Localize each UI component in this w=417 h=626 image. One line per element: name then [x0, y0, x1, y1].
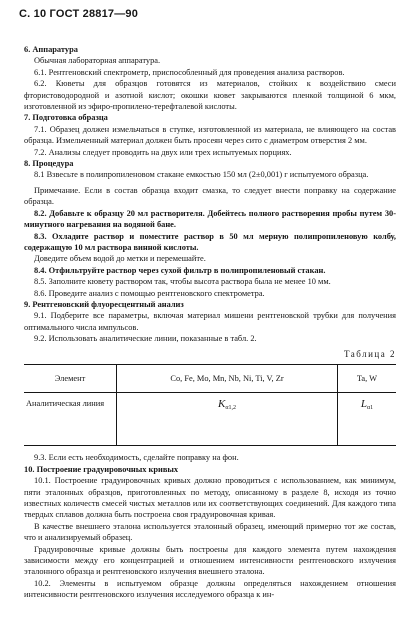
- table-cell-line-k: [117, 393, 338, 446]
- line-symbol: K: [218, 398, 226, 411]
- line-subscript: α1: [366, 405, 374, 412]
- table-cell-line-l: [338, 393, 397, 446]
- table-header-row: [24, 364, 396, 392]
- paragraph-8-3: 8.3. Охладите раствор и поместите раствор в 50 мл мерную полипропиленовую колбу, содержащую 10 мл раствора винной кислоты.: [24, 231, 396, 252]
- paragraph-7-1: 7.1. Образец должен измельчаться в ступке, изготовленной из материала, не влияющего на состав образца. Измельченный материал должен быть просеян через сито с диаметром отверстия 2 мм.: [24, 124, 396, 146]
- table-caption: Таблица 2: [344, 348, 396, 359]
- paragraph-8-3-cont: Доведите объем водой до метки и перемешайте.: [34, 254, 206, 264]
- line-symbol: L: [360, 398, 367, 411]
- paragraph: Градуировочные кривые должны быть построены для каждого элемента путем нахождения зависимости между его концентрацией и отношением интенсивности рентгеновского излучения эталонного образца и рентгеновского излучения внешнего эталона.: [24, 544, 396, 577]
- section-8-title: 8. Процедура: [24, 159, 74, 169]
- table-header: Co, Fe, Mo, Mn, Nb, Ni, Ti, V, Zr: [117, 364, 338, 392]
- document-body: [24, 44, 396, 601]
- table-cell-element: Аналитическая линия: [24, 393, 117, 446]
- section-9-title: 9. Рентгеновский флуоресцентный анализ: [24, 299, 184, 309]
- paragraph-8-6: 8.6. Проведите анализ с помощью рентгеновского спектрометра.: [34, 288, 265, 298]
- page-header: С. 10 ГОСТ 28817—90: [19, 8, 139, 20]
- paragraph-9-2: 9.2. Использовать аналитические линии, показанные в табл. 2.: [34, 334, 257, 344]
- paragraph-7-2: 7.2. Анализы следует проводить на двух или трех испытуемых порциях.: [34, 147, 292, 157]
- paragraph-6-2: 6.2. Кюветы для образцов готовятся из материалов, стойких к воздействию смеси фтористоводородной и азотной кислот; окошки кювет закрываются пленкой толщиной 6 мкм, изготовленной из эфиро-пропилено-терефталевой кислоты.: [24, 79, 396, 112]
- table-header: Ta, W: [338, 364, 397, 392]
- section-7-title: 7. Подготовка образца: [24, 113, 108, 123]
- section-6-title: 6. Аппаратура: [24, 45, 78, 54]
- paragraph: Обычная лабораторная аппаратура.: [34, 56, 161, 66]
- paragraph-10-2: 10.2. Элементы в испытуемом образце должны определяться нахождением отношения интенсивности рентгеновского излучения исследуемого образца к ин-: [24, 578, 396, 600]
- paragraph-10-1: 10.1. Построение градуировочных кривых должно проводиться с использованием, как минимум, пяти эталонных образцов, приготовленных по методу, описанному в разделе 8, исходя из точно известных количеств смесей чистых металлов или их соответствующих соединений. Для каждого типа твердых сплавов должна быть построена своя градуировочная кривая.: [24, 476, 396, 520]
- note: Примечание. Если в состав образца входит смазка, то следует внести поправку на содержание образца.: [24, 185, 396, 207]
- paragraph-8-5: 8.5. Заполните кювету раствором так, чтобы высота раствора была не менее 10 мм.: [34, 277, 331, 287]
- paragraph-8-4: 8.4. Отфильтруйте раствор через сухой фильтр в полипропиленовый стакан.: [34, 265, 326, 275]
- paragraph: В качестве внешнего эталона используется эталонный образец, имеющий примерно тот же состав, что и анализируемый образец.: [24, 521, 396, 543]
- paragraph-8-1: 8.1 Взвесьте в полипропиленовом стакане емкостью 150 мл (2±0,001) г испытуемого образца.: [34, 170, 369, 180]
- section-10-title: 10. Построение градуировочных кривых: [24, 464, 179, 474]
- table-header: Элемент: [24, 364, 117, 392]
- paragraph-6-1: 6.1. Рентгеновский спектрометр, приспособленный для проведения анализа растворов.: [34, 67, 345, 77]
- paragraph-9-1: 9.1. Подберите все параметры, включая материал мишени рентгеновской трубки для получения оптимального числа импульсов.: [24, 311, 396, 332]
- table-row: [24, 393, 396, 446]
- line-subscript: α1,2: [225, 405, 236, 412]
- table-2: [24, 364, 396, 446]
- paragraph-8-2: 8.2. Добавьте к образцу 20 мл растворителя. Добейтесь полного растворения пробы путем 30-минутного нагревания на водяной бане.: [24, 208, 396, 230]
- paragraph-9-3: 9.3. Если есть необходимость, сделайте поправку на фон.: [34, 453, 239, 463]
